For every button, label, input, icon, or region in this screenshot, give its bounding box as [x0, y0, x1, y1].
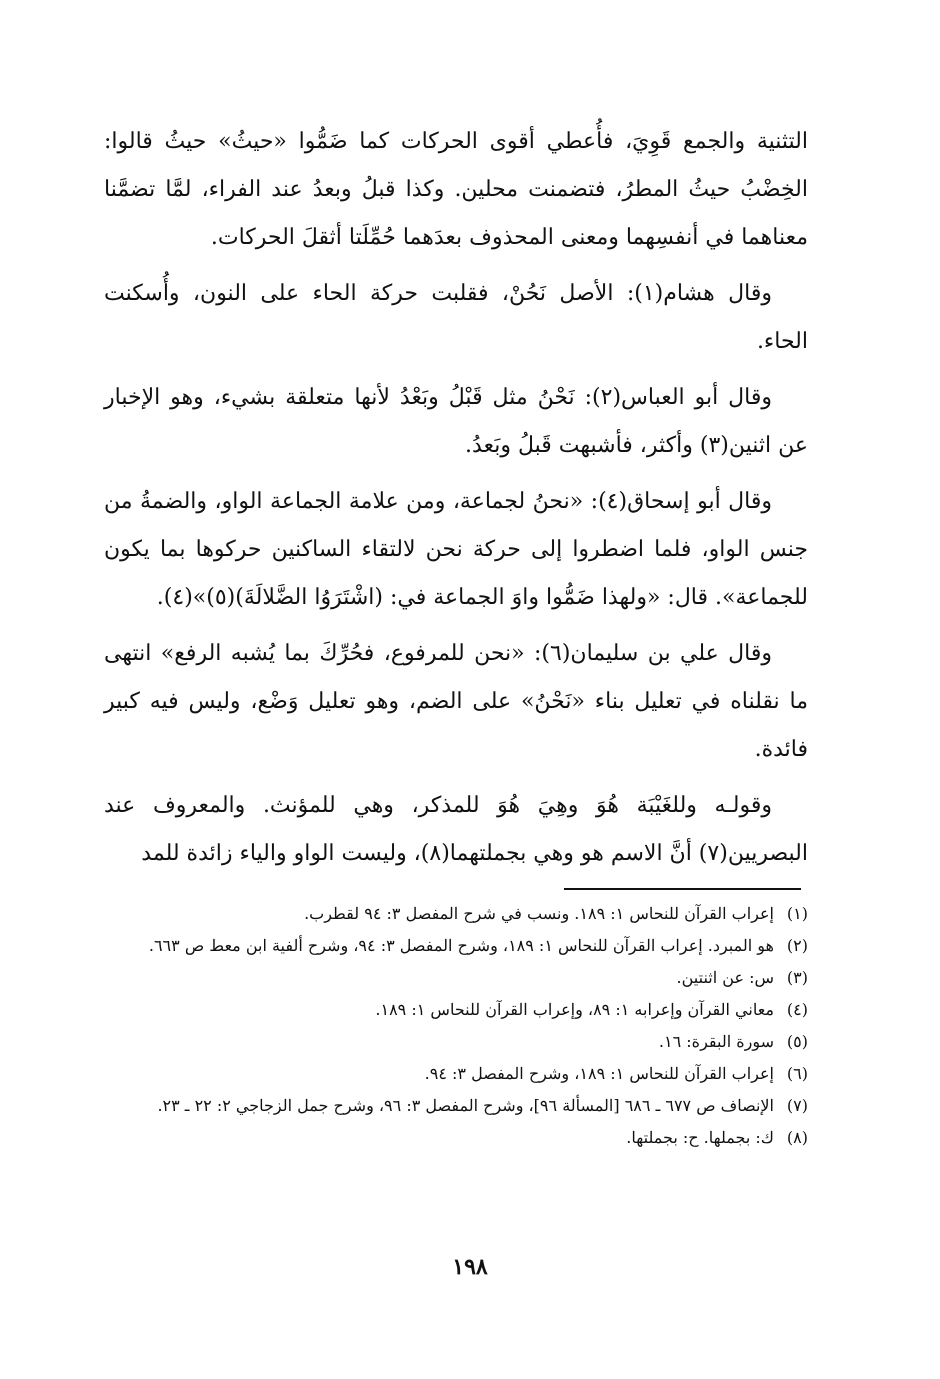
footnote-8 — [92, 1122, 808, 1154]
footnote-number: (٨) — [786, 1128, 808, 1147]
paragraph-5: وقال علي بن سليمان(٦): «نحن للمرفوع، فحُرِّكَ بما يُشبه الرفع» انتهى ما نقلناه في تعليل بناء «نَحْنُ» على الضم، وهو تعليل وَضْع، وليس فيه كبير فائدة. — [104, 641, 808, 762]
footnote-number: (٥) — [786, 1032, 808, 1051]
footnote-text: هو المبرد. إعراب القرآن للنحاس ١: ١٨٩، وشرح المفصل ٣: ٩٤، وشرح ألفية ابن معط ص ٦٦٣. — [148, 936, 774, 955]
paragraph-6: وقولـه وللغَيْبَة هُوَ وهِيَ هُوَ للمذكر، وهي للمؤنث. والمعروف عند البصريين(٧) أنَّ الاسم هو وهي بجملتهما(٨)، وليست الواو والياء زائدة للمد — [104, 793, 808, 866]
paragraph-3: وقال أبو العباس(٢): نَحْنُ مثل قَبْلُ وبَعْدُ لأنها متعلقة بشيء، وهو الإخبار عن اثنين(٣) وأكثر، فأشبهت قَبلُ وبَعدُ. — [104, 385, 808, 458]
footnote-number: (٣) — [786, 968, 808, 987]
paragraph-2: وقال هشام(١): الأصل نَحُنْ، فقلبت حركة الحاء على النون، وأُسكنت الحاء. — [104, 281, 808, 354]
footnote-text: الإنصاف ص ٦٧٧ ـ ٦٨٦ [المسألة ٩٦]، وشرح المفصل ٣: ٩٦، وشرح جمل الزجاجي ٢: ٢٢ ـ ٢٣. — [157, 1096, 774, 1115]
footnote-6 — [92, 1058, 808, 1090]
footnote-text: س: عن اثنتين. — [676, 968, 774, 987]
footnote-number: (١) — [786, 904, 808, 923]
footnote-3 — [92, 962, 808, 994]
footnote-number: (٧) — [786, 1096, 808, 1115]
footnote-4 — [92, 994, 808, 1026]
footnote-text: معاني القرآن وإعرابه ١: ٨٩، وإعراب القرآن للنحاس ١: ١٨٩. — [375, 1000, 774, 1019]
footnote-7 — [92, 1090, 808, 1122]
footnote-5 — [92, 1026, 808, 1058]
footnote-text: ك: بجملها. ح: بجملتها. — [626, 1128, 774, 1147]
footnote-text: سورة البقرة: ١٦. — [658, 1032, 774, 1051]
footnote-text: إعراب القرآن للنحاس ١: ١٨٩، وشرح المفصل ٣: ٩٤. — [424, 1064, 774, 1083]
footnotes — [92, 898, 808, 1154]
paragraph-1: التثنية والجمع قَوِيَ، فأُعطي أقوى الحركات كما ضَمُّوا «حيثُ» حيثُ قالوا: الخِضْبُ حيثُ المطرُ، فتضمنت محلين. وكذا قبلُ وبعدُ عند الفراء، لمَّا تضمَّنا معناهما في أنفسِهما ومعنى المحذوف بعدَهما حُمِّلَتا أثقلَ الحركات. — [104, 129, 808, 250]
footnote-number: (٢) — [786, 936, 808, 955]
paragraph-4: وقال أبو إسحاق(٤): «نحنُ لجماعة، ومن علامة الجماعة الواو، والضمةُ من جنس الواو، فلما اضطروا إلى حركة نحن لالتقاء الساكنين حركوها بما يكون للجماعة». قال: «ولهذا ضَمُّوا واوَ الجماعة في: (اشْتَرَوُا الضَّلالَةَ)(٥)»(٤). — [104, 489, 808, 610]
footnote-1 — [92, 898, 808, 930]
footnote-number: (٦) — [786, 1064, 808, 1083]
page-number: ١٩٨ — [452, 1254, 488, 1280]
footnote-divider — [564, 888, 801, 890]
footnote-text: إعراب القرآن للنحاس ١: ١٨٩. ونسب في شرح المفصل ٣: ٩٤ لقطرب. — [304, 904, 774, 923]
footnote-2 — [92, 930, 808, 962]
footnote-number: (٤) — [786, 1000, 808, 1019]
main-text — [104, 118, 808, 886]
